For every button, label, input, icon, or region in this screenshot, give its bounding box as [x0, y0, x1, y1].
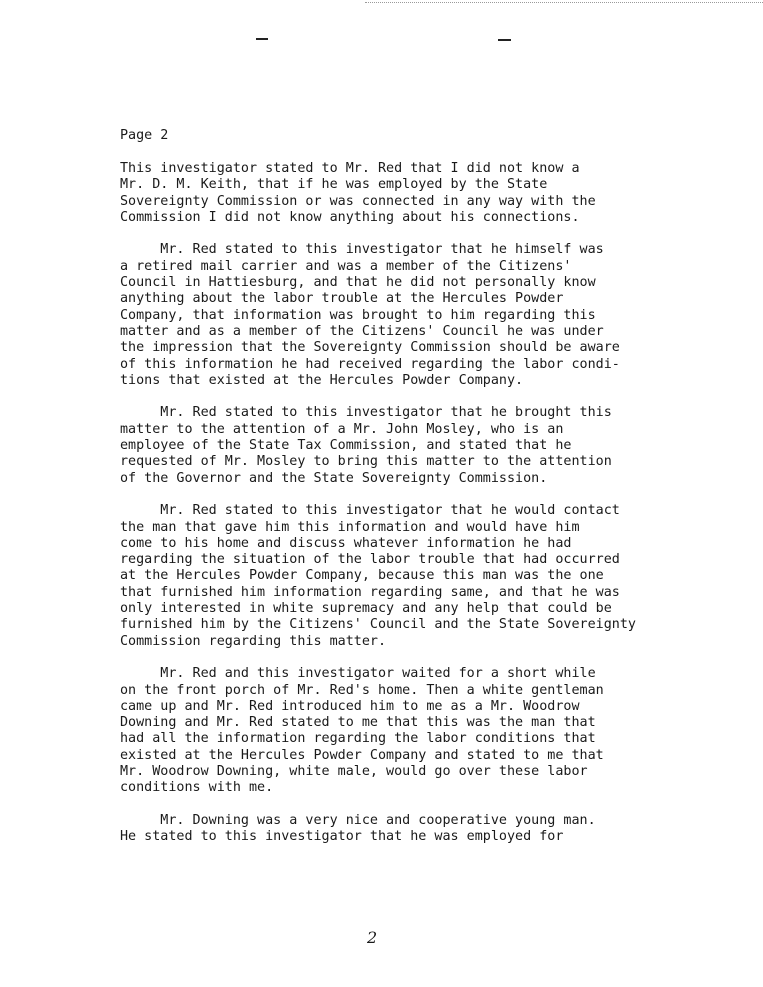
text-line: Mr. Downing was a very nice and cooperative young man. — [120, 812, 596, 828]
paragraph-6 — [120, 813, 760, 846]
text-line: Council in Hattiesburg, and that he did not personally know — [120, 275, 596, 291]
text-line: the man that gave him this information and would have him — [120, 519, 580, 535]
text-line: furnished him by the Citizens' Council and the State Sovereignty — [120, 617, 636, 633]
document-body — [120, 161, 760, 862]
text-line: at the Hercules Powder Company, because this man was the one — [120, 568, 604, 584]
page-number: 2 — [367, 928, 378, 947]
paragraph-1 — [120, 161, 760, 226]
paragraph-3 — [120, 405, 760, 486]
text-line: matter and as a member of the Citizens' Council he was under — [120, 323, 604, 339]
text-line: that furnished him information regarding same, and that he was — [120, 584, 620, 600]
page-label: Page 2 — [120, 128, 169, 143]
text-line: Commission regarding this matter. — [120, 633, 387, 649]
paragraph-4 — [120, 503, 760, 650]
text-line: a retired mail carrier and was a member of the Citizens' — [120, 258, 572, 274]
text-line: Mr. D. M. Keith, that if he was employed by the State — [120, 177, 548, 193]
text-line: of the Governor and the State Sovereignty Commission. — [120, 470, 548, 486]
text-line: Mr. Red and this investigator waited for a short while — [120, 666, 596, 682]
scan-edge-line — [365, 2, 763, 3]
punch-mark-right — [498, 39, 511, 41]
text-line: regarding the situation of the labor trouble that had occurred — [120, 552, 620, 568]
text-line: Mr. Red stated to this investigator that he brought this — [120, 405, 612, 421]
text-line: Mr. Red stated to this investigator that he himself was — [120, 242, 604, 258]
text-line: had all the information regarding the labor conditions that — [120, 731, 596, 747]
punch-mark-left — [256, 38, 268, 40]
text-line: Downing and Mr. Red stated to me that this was the man that — [120, 715, 596, 731]
text-line: Company, that information was brought to him regarding this — [120, 307, 596, 323]
text-line: This investigator stated to Mr. Red that I did not know a — [120, 161, 580, 176]
text-line: anything about the labor trouble at the Hercules Powder — [120, 291, 564, 307]
text-line: of this information he had received regarding the labor condi- — [120, 356, 620, 372]
text-line: existed at the Hercules Powder Company and stated to me that — [120, 747, 604, 763]
text-line: Mr. Red stated to this investigator that he would contact — [120, 503, 620, 519]
text-line: requested of Mr. Mosley to bring this matter to the attention — [120, 454, 612, 470]
text-line: only interested in white supremacy and any help that could be — [120, 601, 612, 617]
text-line: Sovereignty Commission or was connected in any way with the — [120, 193, 596, 209]
text-line: tions that existed at the Hercules Powder Company. — [120, 372, 524, 388]
text-line: on the front porch of Mr. Red's home. Then a white gentleman — [120, 682, 604, 698]
text-line: come to his home and discuss whatever information he had — [120, 535, 572, 551]
text-line: the impression that the Sovereignty Commission should be aware — [120, 340, 620, 356]
paragraph-2 — [120, 242, 760, 389]
text-line: matter to the attention of a Mr. John Mosley, who is an — [120, 421, 564, 437]
text-line: employee of the State Tax Commission, and stated that he — [120, 438, 572, 454]
text-line: He stated to this investigator that he was employed for — [120, 829, 564, 845]
paragraph-5 — [120, 666, 760, 796]
text-line: conditions with me. — [120, 780, 274, 796]
text-line: Mr. Woodrow Downing, white male, would go over these labor — [120, 763, 588, 779]
text-line: Commission I did not know anything about his connections. — [120, 209, 580, 225]
text-line: came up and Mr. Red introduced him to me as a Mr. Woodrow — [120, 698, 580, 714]
